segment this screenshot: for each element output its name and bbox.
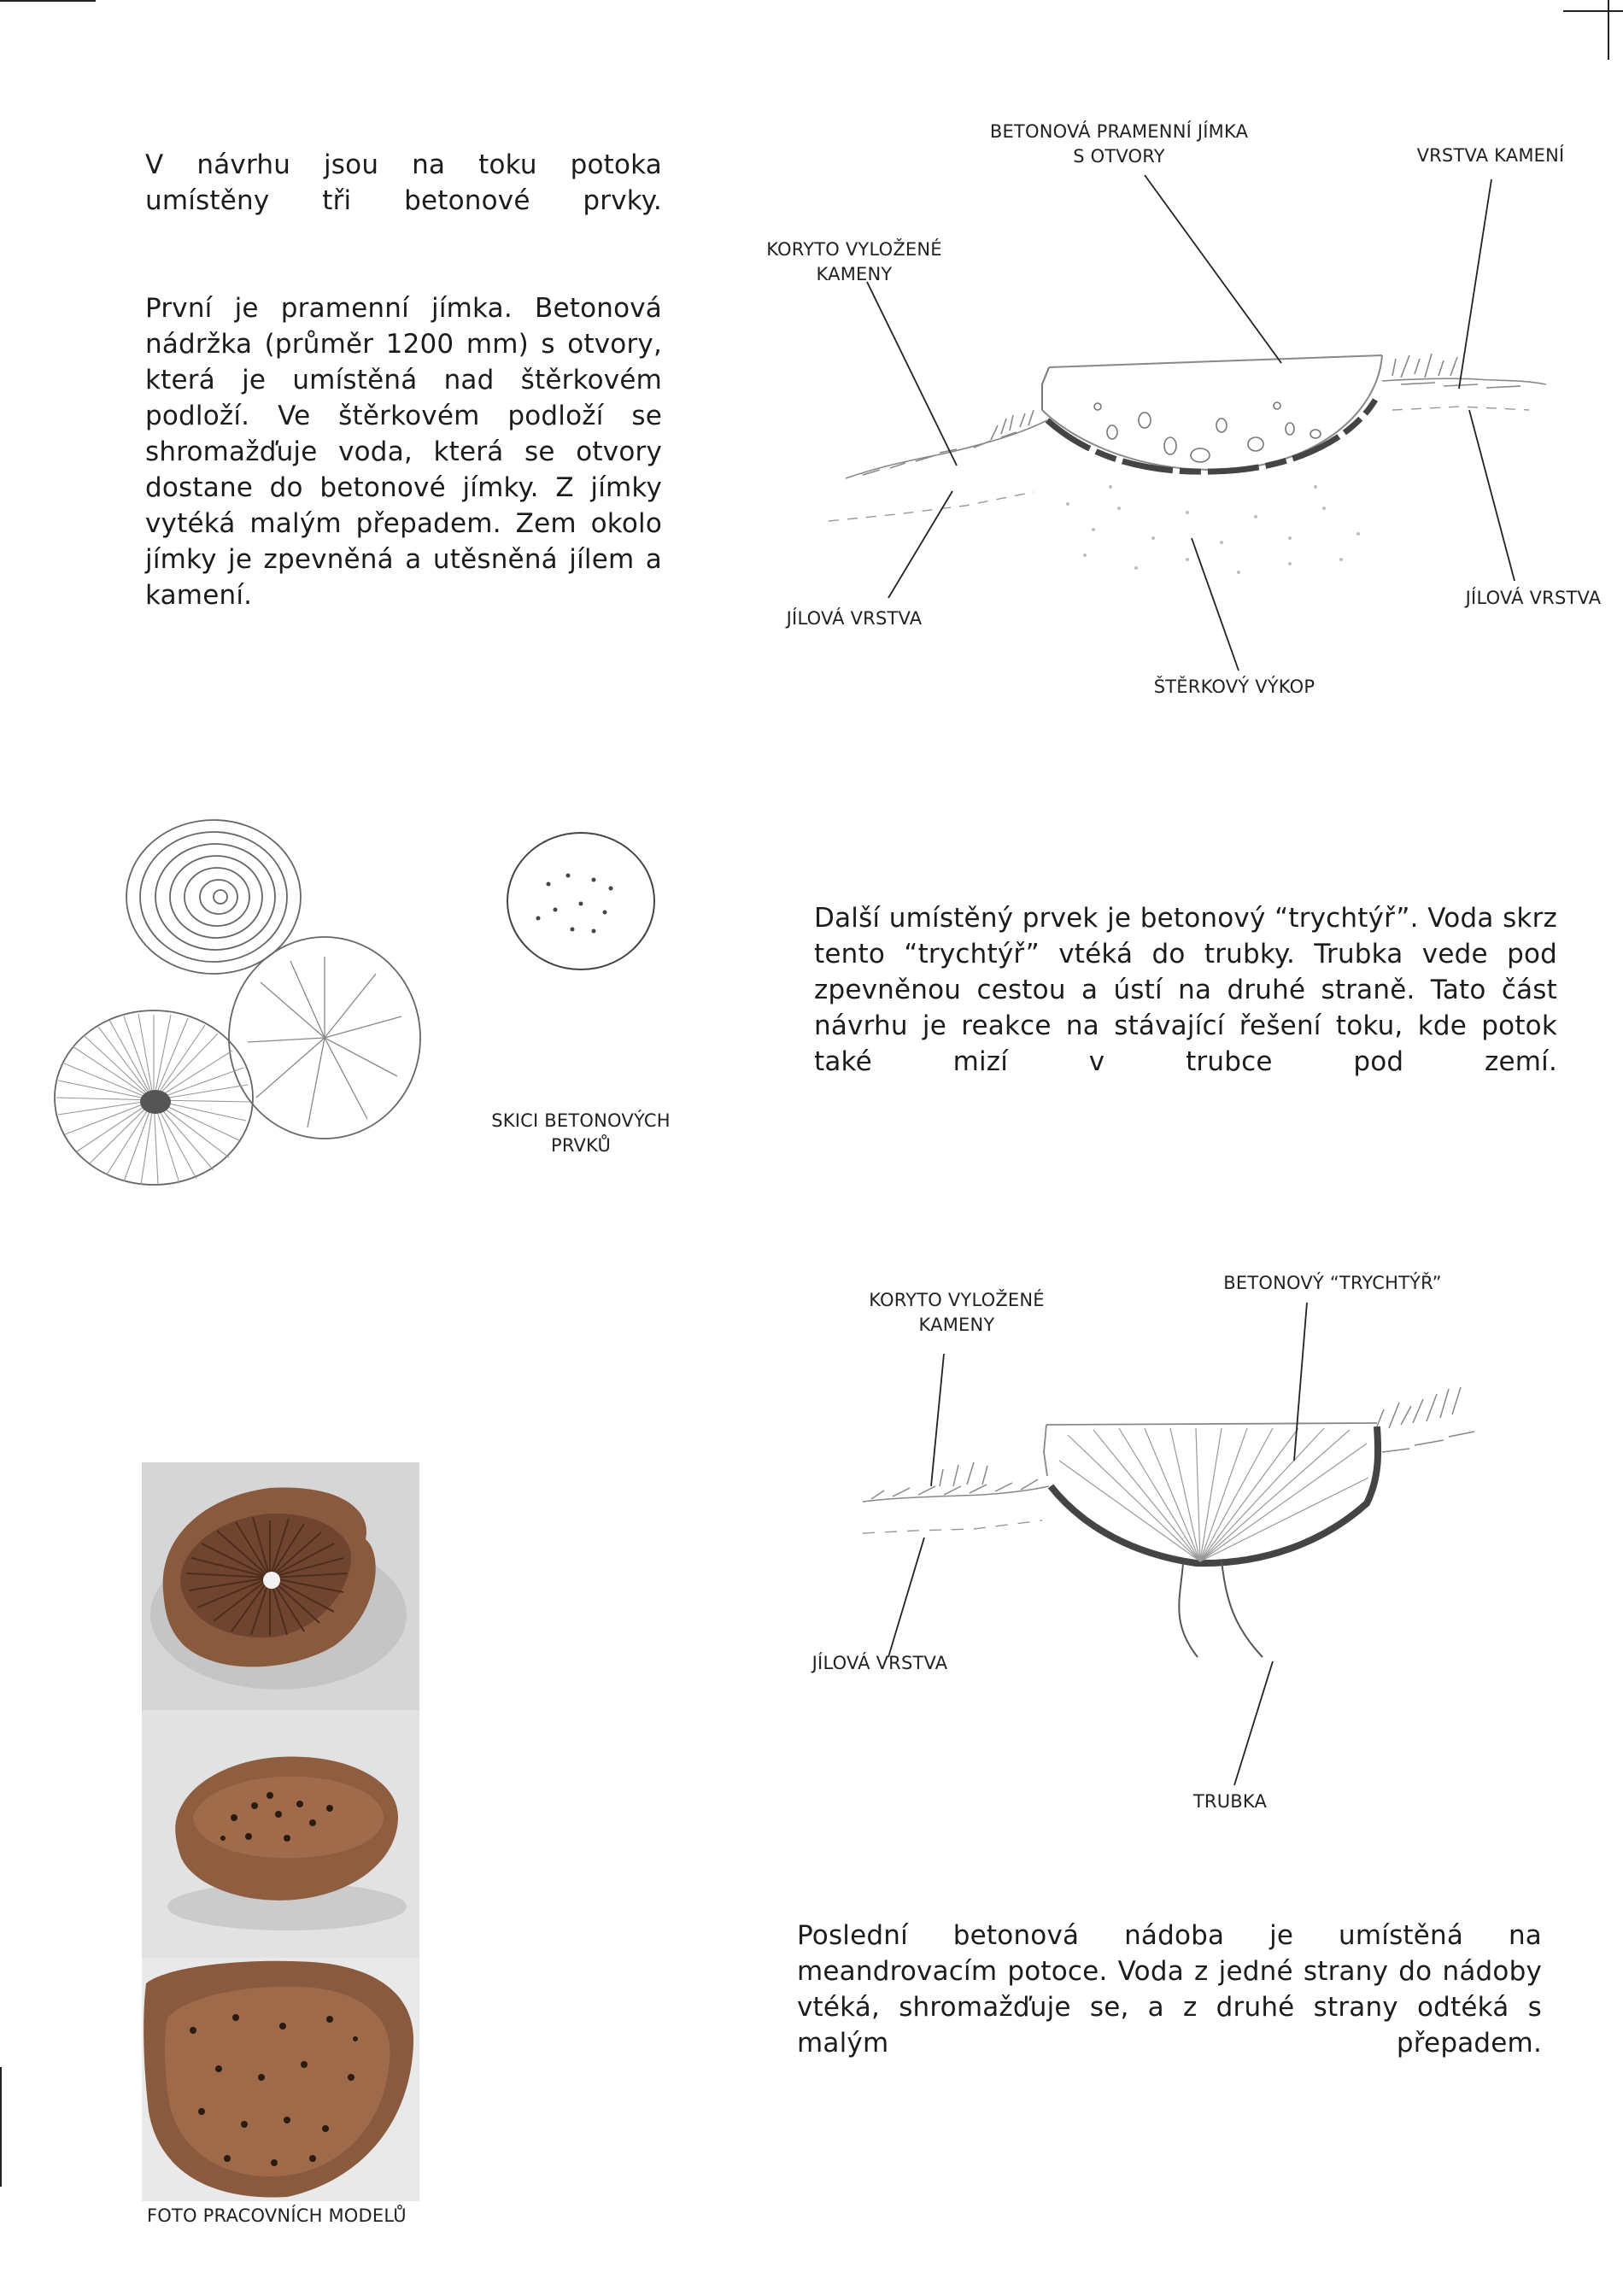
crop-mark-top-left	[0, 0, 96, 2]
label-clay-layer-2: JÍLOVÁ VRSTVA	[812, 1653, 948, 1673]
funnel-diagram	[846, 1367, 1546, 1666]
label-channel-lined-stones-2	[854, 1288, 1059, 1338]
last-vessel-paragraph: Poslední betonová nádoba je umístěná na meandrovacím potoce. Voda z jedné strany do nádoby vtéká, shromažďuje se, a z druhé strany odtéká s malým přepadem.	[797, 1920, 1542, 2059]
photo-caption: FOTO PRACOVNÍCH MODELŮ	[147, 2205, 407, 2226]
label-sketches	[478, 1109, 683, 1158]
photo-model-funnel	[142, 1462, 419, 1710]
radial-sketch	[229, 937, 420, 1139]
label-channel-lined-stones	[752, 237, 957, 287]
funnel-drawing	[846, 1367, 1546, 1666]
label-channel-lined-stones-line2: KAMENY	[816, 264, 893, 284]
spring-basin-paragraph: První je pramenní jímka. Betonová nádržka (průměr 1200 mm) s otvory, která je umístěná nad štěrkovém podloží. Ve štěrkovém podloží se shromažďuje voda, která se otvory dostane do betonové jímky. Z jímky vytéká malým přepadem. Zem okolo jímky je zpevněná a utěsněná jílem a kamení.	[145, 293, 662, 611]
funnel-model-image	[142, 1462, 419, 1710]
label-pipe: TRUBKA	[1192, 1791, 1268, 1812]
spring-basin-drawing	[812, 325, 1580, 598]
label-gravel-excavation: ŠTĚRKOVÝ VÝKOP	[1153, 676, 1315, 697]
label-channel-lined-stones-2-line2: KAMENY	[918, 1315, 995, 1335]
label-concrete-spring-basin-line2: S OTVORY	[1073, 146, 1165, 167]
funnel-sketch	[55, 1010, 253, 1185]
holes-sketch	[507, 833, 654, 969]
label-sketches-line1: SKICI BETONOVÝCH	[491, 1110, 671, 1131]
vessel-model-image	[142, 1958, 419, 2201]
label-clay-layer-left: JÍLOVÁ VRSTVA	[786, 608, 923, 629]
crop-mark-top-right-h	[1563, 10, 1623, 12]
label-channel-lined-stones-2-line1: KORYTO VYLOŽENÉ	[869, 1290, 1045, 1310]
label-concrete-funnel: BETONOVÝ “TRYCHTÝŘ”	[1223, 1273, 1442, 1293]
intro-paragraph: V návrhu jsou na toku potoka umístěny tři betonové prvky.	[145, 149, 662, 216]
photo-model-holes	[142, 1710, 419, 1958]
label-concrete-spring-basin	[952, 120, 1286, 169]
holes-model-image	[142, 1710, 419, 1958]
label-sketches-line2: PRVKŮ	[550, 1135, 612, 1156]
spiral-sketch	[126, 820, 301, 974]
label-stone-layer: VRSTVA KAMENÍ	[1416, 145, 1565, 166]
funnel-paragraph: Další umístěný prvek je betonový “trychtýř”. Voda skrz tento “trychtýř” vtéká do trubky. Trubka vede pod zpevněnou cestou a ústí na druhé straně. Tato část návrhu je reakce na stávající řešení toku, kde potok také mizí v trubce pod zemí.	[814, 903, 1557, 1077]
label-clay-layer-right: JÍLOVÁ VRSTVA	[1465, 588, 1602, 608]
crop-mark-bottom-left	[0, 2067, 2, 2187]
spring-basin-diagram	[812, 325, 1580, 598]
label-concrete-spring-basin-line1: BETONOVÁ PRAMENNÍ JÍMKA	[989, 121, 1249, 142]
photo-model-vessel	[142, 1958, 419, 2201]
label-channel-lined-stones-line1: KORYTO VYLOŽENÉ	[766, 239, 942, 260]
crop-mark-top-right-v	[1608, 0, 1609, 60]
